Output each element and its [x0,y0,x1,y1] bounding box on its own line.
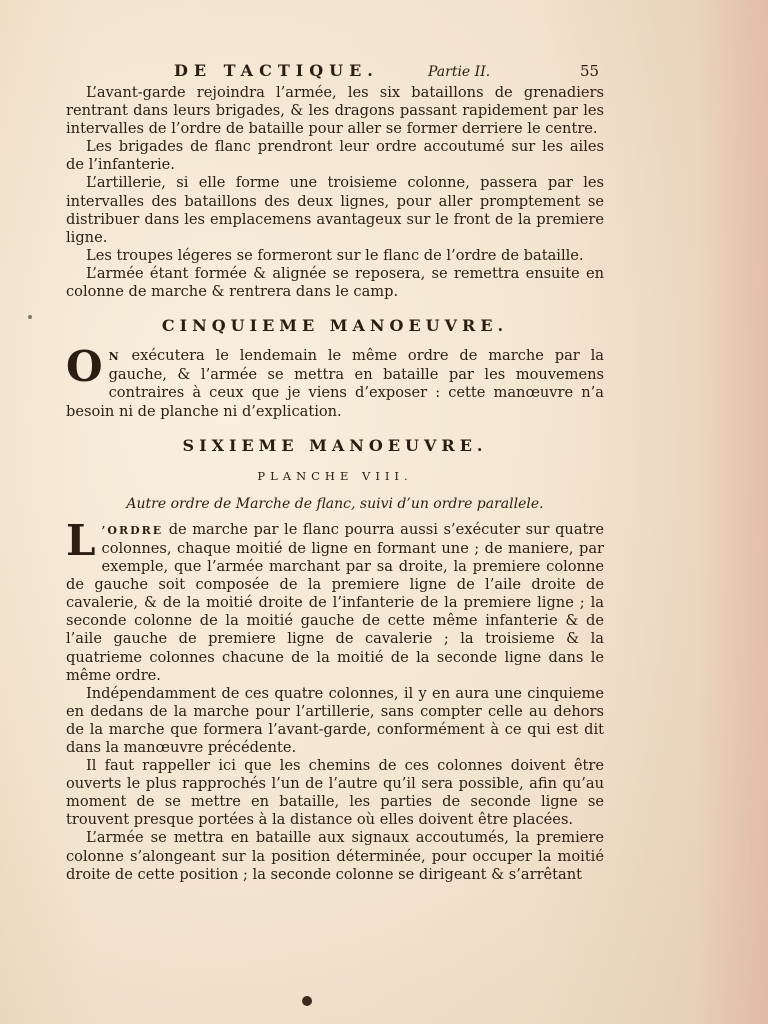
paragraph: Les brigades de flanc prendront leur ordre accoutumé sur les ailes de l’infanterie. [66,138,604,174]
paragraph-body: de marche par le flanc pourra aussi s’exécuter sur quatre colonnes, chaque moitié de ligne en formant une ; de maniere, par exemple, que l’armée marchant par sa droite, la premiere colonne de gauche soit composée de la premiere ligne de l’aile droite de cavalerie, & de la moitié droite de l’infanterie de la premiere ligne ; la seconde colonne de la moitié gauche de cette même infanterie & de l’aile gauche de premiere ligne de cavalerie ; la troisieme & la quatrieme colonnes chacune de la moitié de la seconde ligne dans le même ordre. [66,520,604,684]
page-edge-shadow [698,0,768,1024]
page-text [66,60,604,884]
running-head [66,60,604,82]
running-title: DE TACTIQUE. [174,61,379,80]
drop-cap: L [66,515,96,565]
paragraph: Il faut rappeller ici que les chemins de ces colonnes doivent être ouverts le plus rapprochés l’un de l’autre qu’il sera possible, afin qu’au moment de se mettre en bataille, les parties de seconde ligne se trouvent presque portées à la distance où elles doivent être placées. [66,757,604,829]
paragraph: L’armée se mettra en bataille aux signaux accoutumés, la premiere colonne s’alongeant sur la position déterminée, pour occuper la moitié droite de cette position ; la seconde colonne se dirigeant & s’arrêtant [66,829,604,883]
paragraph: L’armée étant formée & alignée se reposera, se remettra ensuite en colonne de marche & rentrera dans le camp. [66,264,604,301]
paragraph-dropcap [66,342,604,420]
ink-spot [302,996,312,1006]
running-part: Partie II. [428,64,491,80]
section-title-sixieme: SIXIEME MANOEUVRE. [182,435,488,455]
paragraph: Les troupes légeres se formeront sur le flanc de l’ordre de bataille. [86,246,584,264]
paragraph: L’avant-garde rejoindra l’armée, les six bataillons de grenadiers rentrant dans leurs brigades, & les dragons passant rapidement par les intervalles de l’ordre de bataille pour aller se former derriere le centre. [66,84,604,138]
section-title-cinquieme: CINQUIEME MANOEUVRE. [161,316,509,336]
drop-cap: O [66,342,103,392]
paragraph: L’artillerie, si elle forme une troisieme colonne, passera par les intervalles des bataillons des deux lignes, pour aller promptement se distribuer dans les emplacemens avantageux sur le front de la premiere ligne. [66,174,604,246]
paragraph-body: exécutera le lendemain le même ordre de marche par la gauche, & l’armée se mettra en bataille par les mouvemens contraires à ceux que je viens d’exposer : cette manœuvre n’a besoin ni de planche ni d’explication. [66,347,604,420]
plate-title: PLANCHE VIII. [257,468,413,483]
first-word: ’ORDRE [101,523,164,537]
first-word: N [108,350,121,364]
section-subtitle: Autre ordre de Marche de flanc, suivi d’un ordre parallele. [126,495,544,512]
paragraph: Indépendamment de ces quatre colonnes, il y en aura une cinquieme en dedans de la marche pour l’artillerie, sans compter celle au dehors de la marche que formera l’avant-garde, conformément à ce qui est dit dans la manœuvre précédente. [66,684,604,756]
page-number: 55 [580,62,600,80]
ink-spot-small [28,315,32,319]
paragraph-dropcap [66,515,604,685]
